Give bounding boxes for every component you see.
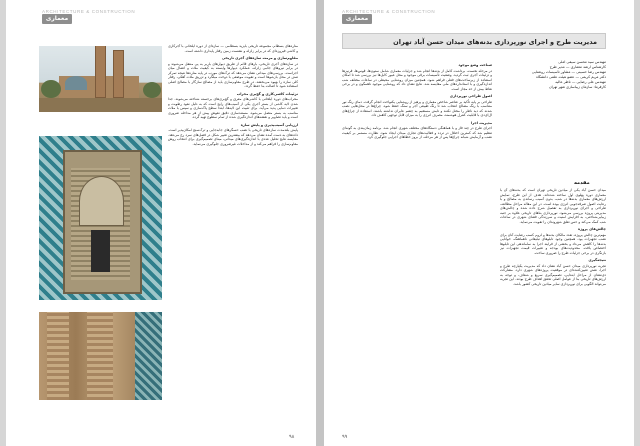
credit-line: مهندس رضا حسینی — مشاور تأسیسات روشنایی xyxy=(531,70,606,74)
book-spine xyxy=(316,0,324,446)
credit-line: مهندس علی رضایی — ناظر عالیه xyxy=(555,80,606,84)
section-heading: اصول طراحی نورپردازی xyxy=(449,94,492,98)
credit-line: مهندس سید محسن سیفی آملی xyxy=(558,60,606,64)
section-heading: تزئینات کاشی‌کاری و گچ‌بری محراب xyxy=(236,91,298,96)
section-text: پایش بلندمدت سازه‌های تاریخی با نصب حسگرهای جابه‌جایی و ترک‌سنج امکان‌پذیر است. داده‌های به دست آمده نشان می‌دهد که بیشترین تغییر شکل در فصل‌های سرد رخ می‌دهد. مقایسه نتایج تحلیل عددی با اندازه‌گیری‌های میدانی، مبنای تصمیم‌گیری برای انتخاب روش مقاوم‌سازی را فراهم می‌کند و از مداخلات غیرضروری جلوگیری می‌نماید. xyxy=(168,128,298,146)
page-number-left: ۹۸ xyxy=(289,434,295,440)
section-text: در سازه‌های آجری تاریخی، بارهای قائم از طریق دیوارهای باربر به پی منتقل می‌شوند و در برابر نیروهای جانبی زلزله، عملکرد دیوارها وابسته به کیفیت ملات و اتصال میان اجزاست. بررسی‌های میدانی نشان می‌دهد که ترک‌های مورب در پایه مناره‌ها نتیجه تمرکز تنش در محل بازشوها است و تقویت موضعی با دوخت میلگرد و تزریق ملات آهکی، رفتار کلی سازه را بهبود می‌بخشد. در طرح مقاوم‌سازی باید از مصالح سازگار با مصالح اصلی استفاده شود تا اصالت بنا حفظ گردد. xyxy=(168,61,298,88)
credit-line: کارفرما: سازمان زیباسازی شهر تهران xyxy=(548,85,606,89)
magazine-logo: معماری xyxy=(42,14,72,24)
section-heading: ارزیابی آسیب‌پذیری و پایش سازه xyxy=(240,122,298,127)
credit-line: دکتر مریم کریمی — عضو هیئت علمی دانشگاه xyxy=(536,75,606,79)
section-heading: چالش‌های پروژه xyxy=(577,227,606,231)
magazine-logo: معماری xyxy=(342,14,372,24)
article-title: مدیریت طرح و اجرای نورپردازی بدنه‌های میدان حسن آباد تهران xyxy=(342,33,606,49)
left-page-text-column xyxy=(168,44,298,424)
photo-minarets xyxy=(39,46,162,112)
header-en-left: ARCHITECTURE & CONSTRUCTION xyxy=(42,9,136,14)
section-text: طراحی بر پایه تأکید بر عناصر شاخص معماری و پرهیز از روشنایی یکنواخت انجام گرفت. دمای رنگ نور متناسب با رنگ مصالح انتخاب شد تا رنگ طبیعی آجر و سنگ حفظ شود. چراغ‌ها در محل‌هایی نصب شدند که دید ناظر را مختل نکنند و تابش مستقیم به چشم عابران نداشته باشند. استفاده از چراغ‌های ال‌ای‌دی با قابلیت کنترل هوشمند، مصرف انرژی را به میزان قابل توجهی کاهش داد. xyxy=(342,99,492,117)
section-text: در مرحله نخست، برداشت کامل از بدنه‌ها انجام شد و جزئیات معماری شامل ستون‌ها، قوس‌ها، قرنیزها و تزئینات آجری ثبت گردید. وضعیت تأسیسات برقی موجود و محل عبور کابل‌ها نیز بررسی شد تا امکان استفاده از زیرساخت‌های فعلی فراهم شود. همچنین میزان روشنایی محیطی در ساعات مختلف شب اندازه‌گیری و با استانداردهای ملی مقایسه شد. نتایج نشان داد که روشنایی موجود ناهمگون و در برخی نقاط بیش از حد مجاز است. xyxy=(342,68,492,91)
section-text: محراب‌های دوره ایلخانی با کاشی‌های معرق و گچ‌بری‌های برجسته شناخته می‌شوند. جدا شدن لایه کاشی از بستر آجری یکی از آسیب‌های رایج است که به دلیل نفوذ رطوبت و تغییرات دمایی پدید می‌آید. برای تثبیت این لایه‌ها، ابتدا سطح پاک‌سازی و سپس با ملات مناسب به بستر متصل می‌شود. مستندسازی دقیق نقوش پیش از هر مداخله ضروری است و باید تصاویر و نقشه‌های اندازه‌گیری شده از تمام سطوح تهیه گردد. xyxy=(168,97,298,119)
section-heading: مدیریت اجرا xyxy=(470,120,492,125)
section-text: اجرای طرح در چند فاز و با هماهنگی دستگاه‌های مختلف شهری انجام شد. برنامه زمان‌بندی به گونه‌ای تنظیم شد که کمترین اختلال در تردد و فعالیت‌های تجاری میدان ایجاد شود. نظارت مستمر بر کیفیت نصب و آزمایش شبانه چراغ‌ها پس از هر مرحله، از بروز خطاهای اجرایی جلوگیری کرد. xyxy=(342,126,492,139)
right-page xyxy=(324,0,634,446)
article-credits xyxy=(500,60,606,100)
section-heading: شناخت وضع موجود xyxy=(458,63,492,67)
caption-minarets: مناره‌های بسطام، مجموعه تاریخی بایزید بسطامی — سازه‌ای از دوره ایلخانی با آجرکاری و کاشی فیروزه‌ای که در برابر زلزله و نشست زمین رفتار پایداری داشته است. xyxy=(168,44,298,53)
intro-text-column xyxy=(500,188,606,424)
page-number-right: ۹۹ xyxy=(342,434,348,440)
intro-text: میدان حسن آباد یکی از میادین تاریخی تهران است که بدنه‌های آن با معماری دوره پهلوی اول ساخته شده‌اند. هدف از این طرح، نمایش ارزش‌های معماری بدنه‌ها در شب، بدون آسیب رساندن به مصالح و با رعایت اصول صرفه‌جویی انرژی بوده است. در این مقاله مراحل مطالعه، طراحی و اجرای نورپردازی به تفصیل شرح داده شده و چالش‌های مدیریتی پروژه بررسی می‌شود. نورپردازی بناهای تاریخی علاوه بر جنبه زیبایی‌شناختی، به افزایش امنیت و سرزندگی فضای شهری در ساعات شب کمک می‌کند و حس تعلق شهروندان را تقویت می‌نماید. xyxy=(500,188,606,224)
section-heading: نتیجه‌گیری xyxy=(588,258,606,262)
section-text: مهم‌ترین چالش پروژه، تعدد مالکان بدنه‌ها و لزوم کسب رضایت آنان برای نصب تجهیزات بود. همچنین وجود تابلوهای تبلیغاتی ناهماهنگ، خوانایی بدنه‌ها را کاهش می‌داد و بخشی از فرایند اجرا به ساماندهی این تابلوها اختصاص یافت. محدودیت‌های بودجه و تغییرات قیمت تجهیزات نیز بازنگری در برخی جزئیات طرح را ضروری ساخت. xyxy=(500,232,606,255)
photo-stucco-detail xyxy=(39,312,162,400)
credit-line: کارشناس ارشد معماری — مدیر طرح xyxy=(549,65,606,69)
photo-tiled-mihrab xyxy=(39,136,162,300)
header-en-right: ARCHITECTURE & CONSTRUCTION xyxy=(342,9,436,14)
main-text-column xyxy=(342,60,492,424)
section-heading: مقاوم‌سازی و مرمت سازه‌های آجری تاریخی xyxy=(221,56,298,60)
intro-heading: مقدمه xyxy=(574,180,590,186)
left-page xyxy=(6,0,316,446)
section-text: تجربه نورپردازی میدان حسن آباد نشان داد که مدیریت یکپارچه طرح و اجرا، نقش تعیین‌کننده‌ای در موفقیت پروژه‌های شهری دارد. مشارکت ذی‌نفعان از مراحل ابتدایی، تصمیم‌گیری سریع و شفاف، و توجه به ارزش‌های تاریخی بنا از عوامل اصلی تحقق اهداف طرح بودند. این تجربه می‌تواند الگویی برای نورپردازی سایر میادین تاریخی کشور باشد. xyxy=(500,263,606,286)
